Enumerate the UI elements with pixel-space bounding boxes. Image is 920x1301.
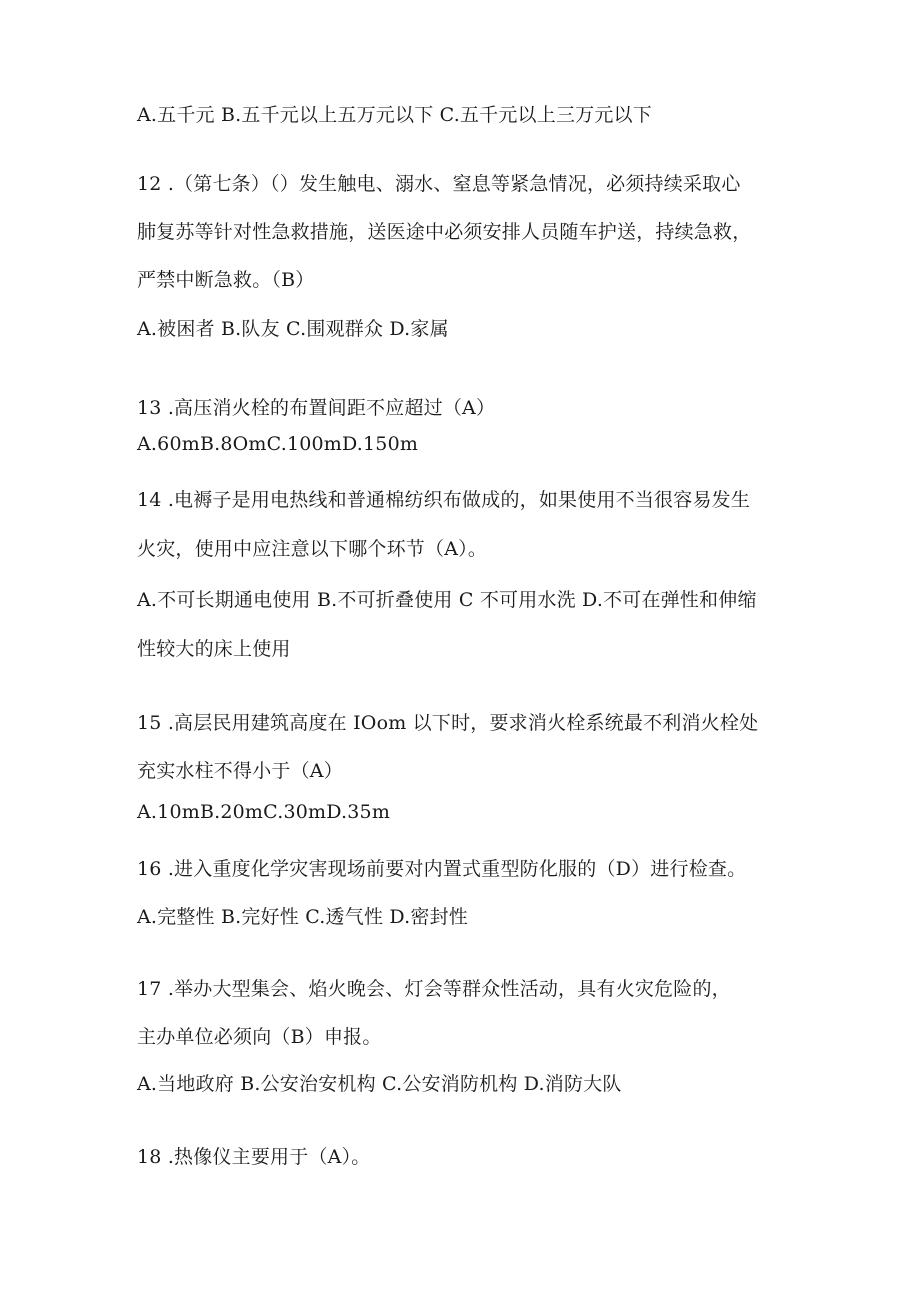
q13-options: A.60mB.8OmC.100mD.150m [137, 433, 419, 455]
q13-text: 13 .高压消火栓的布置间距不应超过（A） [137, 397, 496, 419]
q12-text-line-1: 12 .（第七条）（）发生触电、溺水、窒息等紧急情况，必须持续采取心 [137, 173, 741, 195]
q17-text-line-2: 主办单位必须向（B）申报。 [137, 1026, 382, 1048]
q17-options: A.当地政府 B.公安治安机构 C.公安消防机构 D.消防大队 [137, 1073, 622, 1095]
q12-options: A.被困者 B.队友 C.围观群众 D.家属 [137, 318, 449, 340]
q16-options: A.完整性 B.完好性 C.透气性 D.密封性 [137, 906, 468, 928]
q14-options-line-1: A.不可长期通电使用 B.不可折叠使用 C 不可用水洗 D.不可在弹性和伸缩 [137, 589, 757, 611]
q14-text-line-2: 火灾，使用中应注意以下哪个环节（A）。 [137, 538, 488, 560]
q16-text: 16 .进入重度化学灾害现场前要对内置式重型防化服的（D）进行检查。 [137, 858, 747, 880]
q14-options-line-2: 性较大的床上使用 [137, 638, 291, 660]
q15-options: A.10mB.20mC.30mD.35m [137, 801, 391, 823]
q15-text-line-2: 充实水柱不得小于（A） [137, 760, 343, 782]
q17-text-line-1: 17 .举办大型集会、焰火晚会、灯会等群众性活动，具有火灾危险的， [137, 978, 731, 1000]
q12-text-line-3: 严禁中断急救。（B） [137, 269, 315, 291]
q15-text-line-1: 15 .高层民用建筑高度在 IOom 以下时，要求消火栓系统最不利消火栓处 [137, 712, 759, 734]
q11-options: A.五千元 B.五千元以上五万元以下 C.五千元以上三万元以下 [137, 104, 652, 126]
q14-text-line-1: 14 .电褥子是用电热线和普通棉纺织布做成的，如果使用不当很容易发生 [137, 489, 751, 511]
q18-text: 18 .热像仪主要用于（A）。 [137, 1146, 371, 1168]
q12-text-line-2: 肺复苏等针对性急救措施，送医途中必须安排人员随车护送，持续急救， [137, 221, 752, 243]
